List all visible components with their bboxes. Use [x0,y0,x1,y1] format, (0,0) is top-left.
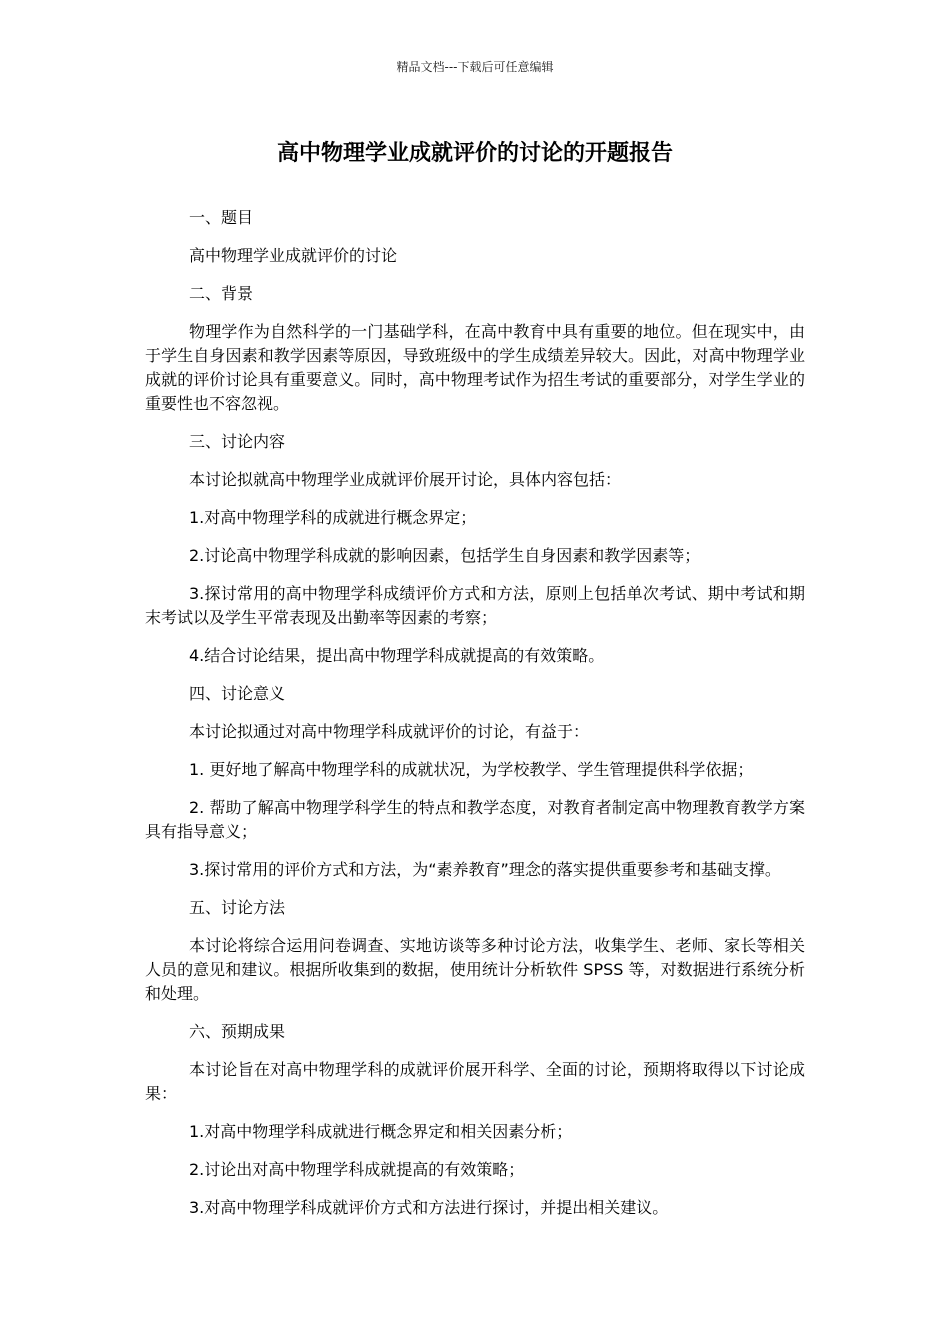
background-text: 物理学作为自然科学的一门基础学科，在高中教育中具有重要的地位。但在现实中，由于学生自身因素和教学因素等原因，导致班级中的学生成绩差异较大。因此，对高中物理学业成就的评价讨论具有重要意义。同时，高中物理考试作为招生考试的重要部分，对学生学业的重要性也不容忽视。 [145,322,805,413]
significance-item: 3.探讨常用的评价方式和方法，为“素养教育”理念的落实提供重要参考和基础支撑。 [189,860,781,879]
section-heading-topic: 一、题目 [189,208,254,227]
header-note: 精品文档---下载后可任意编辑 [396,60,554,74]
section-heading-content: 三、讨论内容 [189,432,286,451]
content-item: 4.结合讨论结果，提出高中物理学科成就提高的有效策略。 [189,646,605,665]
document-title: 高中物理学业成就评价的讨论的开题报告 [276,141,673,166]
significance-item: 2. 帮助了解高中物理学科学生的特点和教学态度，对教育者制定高中物理教育教学方案具有指导意义； [145,798,805,841]
content-item: 3.探讨常用的高中物理学科成绩评价方式和方法，原则上包括单次考试、期中考试和期末考试以及学生平常表现及出勤率等因素的考察； [145,584,805,627]
content-item: 1.对高中物理学科的成就进行概念界定； [189,508,477,527]
section-heading-method: 五、讨论方法 [189,898,286,917]
section-heading-outcomes: 六、预期成果 [189,1022,286,1041]
section-heading-significance: 四、讨论意义 [189,684,286,703]
section-heading-background: 二、背景 [189,284,254,303]
outcomes-intro: 本讨论旨在对高中物理学科的成就评价展开科学、全面的讨论，预期将取得以下讨论成果： [145,1060,805,1103]
outcome-item: 2.讨论出对高中物理学科成就提高的有效策略； [189,1160,525,1179]
content-intro: 本讨论拟就高中物理学业成就评价展开讨论，具体内容包括： [189,470,622,489]
method-text: 本讨论将综合运用问卷调查、实地访谈等多种讨论方法，收集学生、老师、家长等相关人员的意见和建议。根据所收集到的数据，使用统计分析软件 SPSS 等，对数据进行系统分析和处理。 [145,936,805,1003]
topic-text: 高中物理学业成就评价的讨论 [189,246,398,265]
significance-intro: 本讨论拟通过对高中物理学科成就评价的讨论，有益于： [189,722,590,741]
significance-item: 1. 更好地了解高中物理学科的成就状况，为学校教学、学生管理提供科学依据； [189,760,754,779]
outcome-item: 1.对高中物理学科成就进行概念界定和相关因素分析； [189,1122,573,1141]
document-body [145,206,805,1234]
outcome-item: 3.对高中物理学科成就评价方式和方法进行探讨，并提出相关建议。 [189,1198,669,1217]
content-item: 2.讨论高中物理学科成就的影响因素，包括学生自身因素和教学因素等； [189,546,701,565]
